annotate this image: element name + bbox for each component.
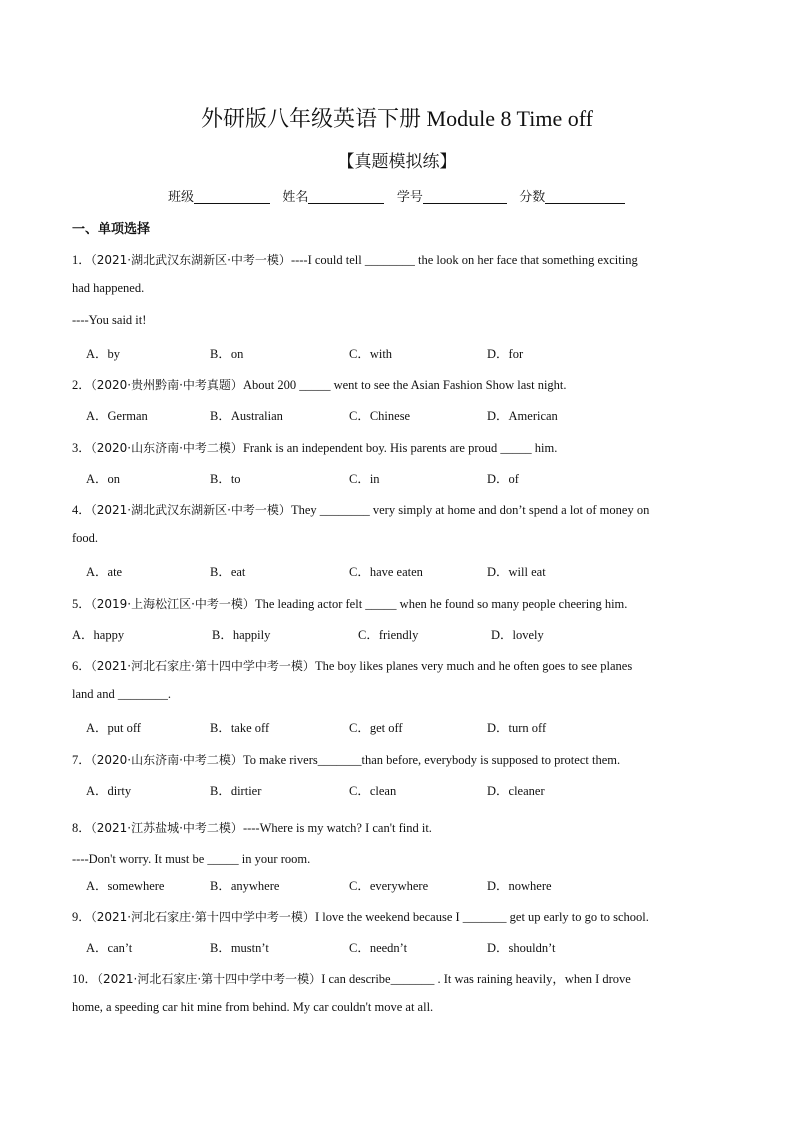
question-text: The boy likes planes very much and he often goes to see planes (314, 659, 633, 673)
question-text: Frank is an independent boy. His parents are proud _____ him. (242, 441, 558, 455)
question-1-cont-2: ----You said it! (72, 313, 147, 327)
question-10 (72, 969, 631, 987)
option-b[interactable]: B．Australian (210, 409, 283, 423)
option-c[interactable]: C．friendly (358, 628, 419, 642)
option-c[interactable]: C．in (349, 472, 380, 486)
class-blank[interactable] (194, 189, 270, 204)
option-a[interactable]: A．ate (86, 565, 123, 579)
page-subtitle: 【真题模拟练】 (337, 152, 457, 172)
option-d[interactable]: D．shouldn’t (487, 941, 556, 955)
question-source: （2021·湖北武汉东湖新区·中考一模） (90, 503, 291, 517)
question-2 (72, 375, 567, 393)
option-a[interactable]: A．put off (86, 721, 141, 735)
option-c[interactable]: C．get off (349, 721, 403, 735)
option-a[interactable]: A．can’t (86, 941, 133, 955)
option-c[interactable]: C．have eaten (349, 565, 423, 579)
option-a[interactable]: A．somewhere (86, 879, 165, 893)
id-blank[interactable] (423, 189, 507, 204)
option-b[interactable]: B．mustn’t (210, 941, 269, 955)
question-source: （2021·湖北武汉东湖新区·中考一模） (90, 253, 291, 267)
question-3 (72, 438, 557, 456)
question-6 (72, 656, 632, 674)
question-7 (72, 750, 620, 768)
name-label: 姓名 (282, 190, 309, 205)
question-text: ----Where is my watch? I can't find it. (242, 821, 432, 835)
question-number: 2． (72, 378, 91, 392)
option-a[interactable]: A．by (86, 347, 121, 361)
question-6-cont-1: land and ________. (72, 687, 171, 701)
option-a[interactable]: A．dirty (86, 784, 132, 798)
question-number: 4． (72, 503, 91, 517)
question-source: （2020·山东济南·中考二模） (90, 441, 243, 455)
question-5 (72, 594, 627, 612)
option-b[interactable]: B．eat (210, 565, 246, 579)
option-d[interactable]: D．nowhere (487, 879, 552, 893)
question-number: 3． (72, 441, 91, 455)
question-8 (72, 818, 432, 836)
question-text: The leading actor felt _____ when he found so many people cheering him. (254, 597, 628, 611)
question-source: （2020·贵州黔南·中考真题） (90, 378, 243, 392)
option-d[interactable]: D．cleaner (487, 784, 545, 798)
question-text: I can describe_______ . It was raining heavily，when I drove (321, 972, 631, 986)
option-d[interactable]: D．American (487, 409, 558, 423)
option-b[interactable]: B．anywhere (210, 879, 280, 893)
question-text: I love the weekend because I _______ get up early to go to school. (314, 910, 649, 924)
option-b[interactable]: B．on (210, 347, 244, 361)
question-number: 8． (72, 821, 91, 835)
question-number: 1． (72, 253, 91, 267)
question-number: 6． (72, 659, 91, 673)
option-d[interactable]: D．will eat (487, 565, 546, 579)
option-d[interactable]: D．for (487, 347, 524, 361)
question-source: （2020·山东济南·中考二模） (90, 753, 243, 767)
class-label: 班级 (168, 190, 195, 205)
name-blank[interactable] (308, 189, 384, 204)
option-b[interactable]: B．take off (210, 721, 270, 735)
page-title: 外研版八年级英语下册 Module 8 Time off (201, 106, 593, 131)
question-1-cont-1: had happened. (72, 281, 145, 295)
question-10-cont-1: home, a speeding car hit mine from behind. My car couldn't move at all. (72, 1000, 434, 1014)
question-source: （2021·江苏盐城·中考二模） (90, 821, 243, 835)
option-d[interactable]: D．turn off (487, 721, 547, 735)
question-source: （2019·上海松江区·中考一模） (90, 597, 255, 611)
score-label: 分数 (519, 190, 546, 205)
question-number: 7． (72, 753, 91, 767)
question-number: 10． (72, 972, 98, 986)
question-source: （2021·河北石家庄·第十四中学中考一模） (90, 659, 315, 673)
option-a[interactable]: A．on (86, 472, 121, 486)
question-4-cont-1: food. (72, 531, 99, 545)
question-text: They ________ very simply at home and don’t spend a lot of money on (290, 503, 650, 517)
question-text: ----I could tell ________ the look on her face that something exciting (290, 253, 638, 267)
option-c[interactable]: C．clean (349, 784, 397, 798)
question-1 (72, 250, 638, 268)
student-info-line (168, 186, 625, 205)
question-number: 5． (72, 597, 91, 611)
score-blank[interactable] (545, 189, 625, 204)
question-4 (72, 500, 649, 518)
option-b[interactable]: B．dirtier (210, 784, 262, 798)
option-a[interactable]: A．German (86, 409, 148, 423)
option-b[interactable]: B．happily (212, 628, 271, 642)
option-a[interactable]: A．happy (72, 628, 125, 642)
question-source: （2021·河北石家庄·第十四中学中考一模） (97, 972, 322, 986)
section-title: 一、单项选择 (72, 222, 151, 237)
option-c[interactable]: C．everywhere (349, 879, 429, 893)
question-text: To make rivers_______than before, everybody is supposed to protect them. (242, 753, 621, 767)
option-b[interactable]: B．to (210, 472, 241, 486)
option-c[interactable]: C．needn’t (349, 941, 408, 955)
option-d[interactable]: D．lovely (491, 628, 544, 642)
option-c[interactable]: C．Chinese (349, 409, 411, 423)
option-c[interactable]: C．with (349, 347, 393, 361)
question-9 (72, 907, 649, 925)
question-source: （2021·河北石家庄·第十四中学中考一模） (90, 910, 315, 924)
id-label: 学号 (396, 190, 423, 205)
question-text: About 200 _____ went to see the Asian Fashion Show last night. (242, 378, 567, 392)
question-number: 9． (72, 910, 91, 924)
question-8-cont-1: ----Don't worry. It must be _____ in your room. (72, 852, 311, 866)
option-d[interactable]: D．of (487, 472, 519, 486)
